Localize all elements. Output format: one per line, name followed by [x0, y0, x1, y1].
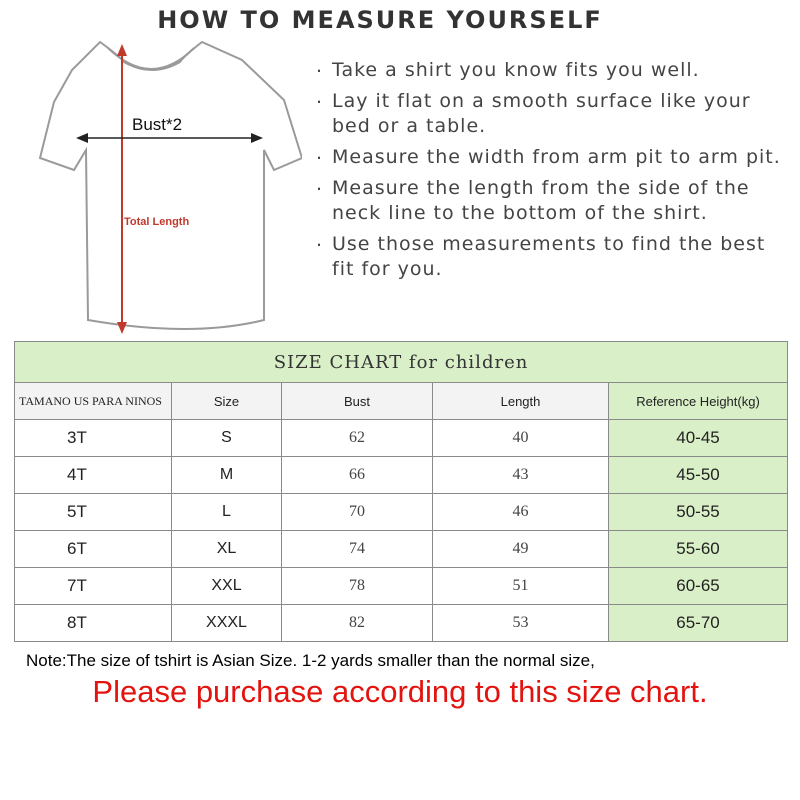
header-reference-height: Reference Height(kg) [609, 383, 788, 420]
length-label: Total Length [124, 216, 190, 228]
header-size: Size [172, 383, 282, 420]
step-item: . Take a shirt you know fits you well. [312, 58, 792, 83]
bust-label: Bust*2 [132, 115, 183, 134]
page-title: HOW TO MEASURE YOURSELF [157, 6, 603, 34]
size-chart-table [14, 341, 788, 642]
table-caption: SIZE CHART for children [15, 342, 788, 383]
header-us-size: TAMANO US PARA NINOS [15, 383, 172, 420]
table-row: 3T S 62 40 40-45 [15, 420, 788, 457]
step-item: . Lay it flat on a smooth surface like your bed or a table. [312, 89, 792, 139]
step-item: . Measure the width from arm pit to arm pit. [312, 145, 792, 170]
step-item: . Measure the length from the side of the neck line to the bottom of the shirt. [312, 176, 792, 226]
table-row: 4T M 66 43 45-50 [15, 457, 788, 494]
table-row: 8T XXXL 82 53 65-70 [15, 605, 788, 642]
header-bust: Bust [282, 383, 433, 420]
step-item: . Use those measurements to find the best fit for you. [312, 232, 792, 282]
purchase-warning: Please purchase according to this size chart. [92, 674, 708, 709]
measure-steps [312, 58, 792, 288]
table-row: 5T L 70 46 50-55 [15, 494, 788, 531]
table-row: 6T XL 74 49 55-60 [15, 531, 788, 568]
header-length: Length [433, 383, 609, 420]
table-row: 7T XXL 78 51 60-65 [15, 568, 788, 605]
tshirt-outline [40, 42, 302, 329]
size-note: Note:The size of tshirt is Asian Size. 1-2 yards smaller than the normal size, [26, 651, 595, 670]
tshirt-diagram [12, 40, 302, 340]
table-header-row [15, 383, 788, 420]
